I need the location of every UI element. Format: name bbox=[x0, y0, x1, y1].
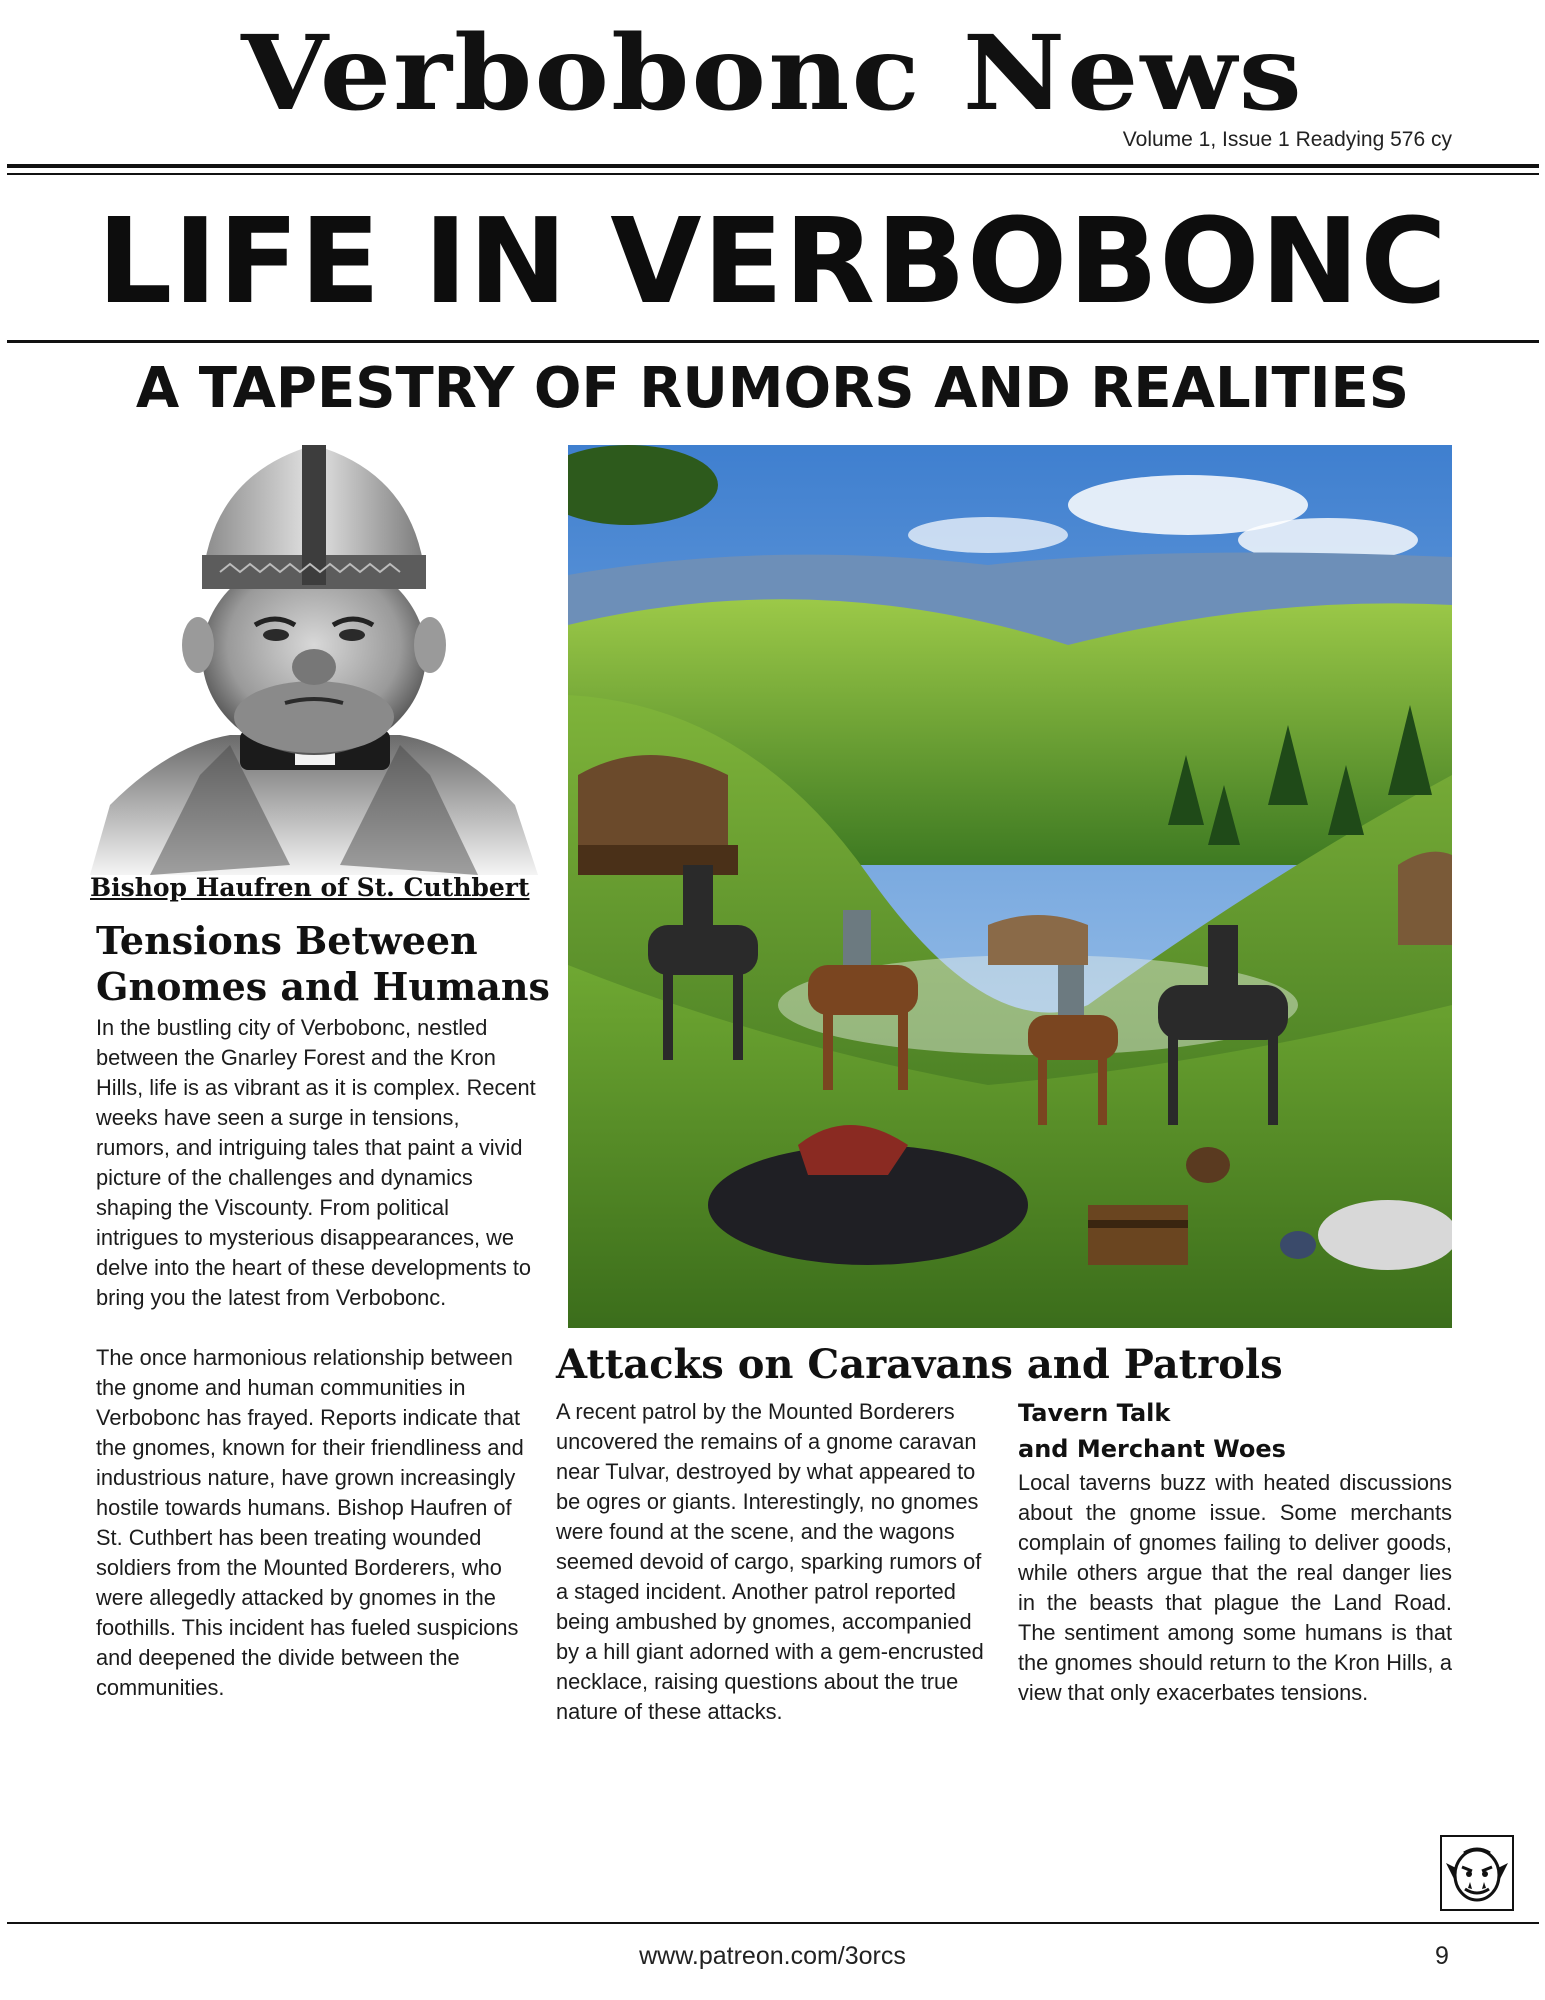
portrait-caption: Bishop Haufren of St. Cuthbert bbox=[90, 873, 530, 902]
tavern-title bbox=[1018, 1395, 1286, 1467]
footer-url-link[interactable]: www.patreon.com/3orcs bbox=[639, 1942, 906, 1970]
tensions-title-line1: Tensions Between bbox=[96, 918, 478, 963]
subheadline: A TAPESTRY OF RUMORS AND REALITIES bbox=[135, 356, 1410, 421]
bishop-portrait-illustration bbox=[90, 445, 538, 875]
headline: LIFE IN VERBOBONC bbox=[97, 192, 1448, 330]
masthead-title: Verbobonc News bbox=[241, 13, 1304, 134]
page-number: 9 bbox=[1435, 1942, 1449, 1970]
orc-face-icon bbox=[1440, 1835, 1514, 1911]
headline-rule bbox=[7, 340, 1539, 343]
tavern-title-line1: Tavern Talk bbox=[1018, 1399, 1171, 1427]
tensions-title bbox=[96, 918, 550, 1010]
double-rule-bottom bbox=[7, 173, 1539, 175]
double-rule-top bbox=[7, 164, 1539, 168]
footer-rule bbox=[7, 1922, 1539, 1924]
tavern-title-line2: and Merchant Woes bbox=[1018, 1435, 1286, 1463]
tensions-paragraph-1: In the bustling city of Verbobonc, nestled between the Gnarley Forest and the Kron Hills, life is as vibrant as it is complex. Recent weeks have seen a surge in tensions, rumors, and intriguing tales that paint a vivid picture of the challenges and dynamics shaping the Viscounty. From political intrigues to mysterious disappearances, we delve into the heart of these developments to bring you the latest from Verbobonc. bbox=[96, 1015, 536, 1310]
tavern-body: Local taverns buzz with heated discussions about the gnome issue. Some merchants complain of gnomes failing to deliver goods, while others argue that the real danger lies in the beasts that plague the Land Road. The sentiment among some humans is that the gnomes should return to the Kron Hills, a view that only exacerbates tensions. bbox=[1018, 1470, 1452, 1705]
attacks-title: Attacks on Caravans and Patrols bbox=[556, 1341, 1283, 1388]
tensions-body bbox=[96, 1013, 536, 1703]
tensions-paragraph-2: The once harmonious relationship between the gnome and human communities in Verbobonc has frayed. Reports indicate that the gnomes, known for their friendliness and industrious nature, have grown increasingly hostile towards humans. Bishop Haufren of St. Cuthbert has been treating wounded soldiers from the Mounted Borderers, who were allegedly attacked by gnomes in the foothills. This incident has fueled suspicions and deepened the divide between the communities. bbox=[96, 1345, 524, 1700]
issue-line: Volume 1, Issue 1 Readying 576 cy bbox=[1122, 128, 1452, 151]
caravan-ambush-illustration bbox=[568, 445, 1452, 1328]
attacks-body: A recent patrol by the Mounted Borderers uncovered the remains of a gnome caravan near Tulvar, destroyed by what appeared to be ogres or giants. Interestingly, no gnomes were found at the scene, and the wagons seemed devoid of cargo, sparking rumors of a staged incident. Another patrol reported being ambushed by gnomes, accompanied by a hill giant adorned with a gem-encrusted necklace, raising questions about the true nature of these attacks. bbox=[556, 1399, 984, 1724]
tensions-title-line2: Gnomes and Humans bbox=[96, 964, 550, 1009]
